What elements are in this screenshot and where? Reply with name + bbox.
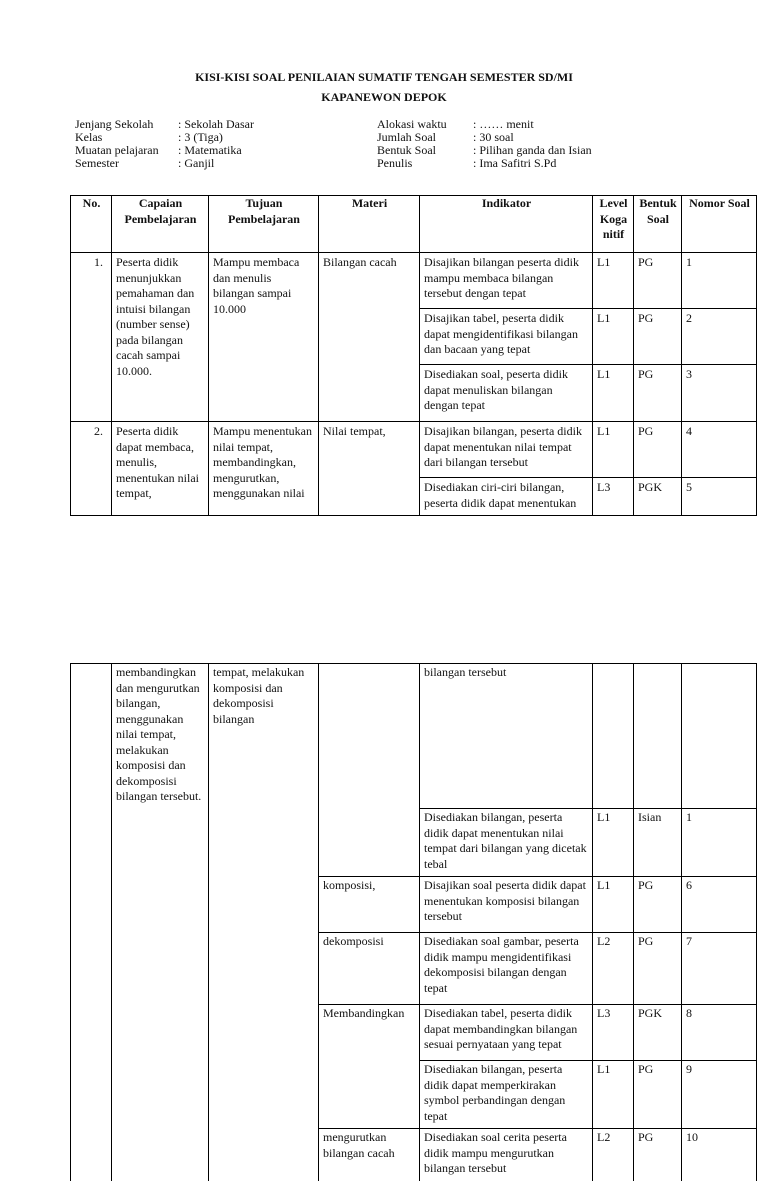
level-cell: L1	[593, 809, 634, 877]
meta-value: : 30 soal	[473, 130, 514, 144]
nomor-cell: 10	[682, 1129, 757, 1181]
meta-value: : 3 (Tiga)	[178, 130, 223, 144]
bentuk-cell: PG	[634, 309, 682, 365]
bentuk-cell: PGK	[634, 1005, 682, 1061]
level-cell: L1	[593, 877, 634, 933]
bentuk-cell: PG	[634, 253, 682, 309]
level-cell: L3	[593, 478, 634, 516]
nomor-cell: 8	[682, 1005, 757, 1061]
header-indikator: Indikator	[420, 196, 593, 253]
meta-value: : Pilihan ganda dan Isian	[473, 143, 592, 157]
table-header-row	[71, 196, 757, 253]
meta-row	[75, 157, 254, 170]
level-cell: L1	[593, 253, 634, 309]
bentuk-cell: PG	[634, 422, 682, 478]
materi-cell: Nilai tempat,	[319, 422, 420, 516]
indikator-cell: Disajikan bilangan peserta didik mampu membaca bilangan tersebut dengan tepat	[420, 253, 593, 309]
bentuk-cell: PG	[634, 365, 682, 422]
indikator-cell: Disajikan tabel, peserta didik dapat mengidentifikasi bilangan dan bacaan yang tepat	[420, 309, 593, 365]
nomor-cell: 1	[682, 809, 757, 877]
tujuan-cell	[209, 809, 319, 1181]
meta-label: Jumlah Soal	[377, 130, 436, 144]
header-bentuk: Bentuk Soal	[634, 196, 682, 253]
materi-cell: Membandingkan	[319, 1005, 420, 1129]
capaian-cell: membandingkan dan mengurutkan bilangan, menggunakan nilai tempat, melakukan komposisi dan dekomposisi bilangan tersebut.	[112, 664, 209, 809]
indikator-cell: Disediakan soal cerita peserta didik mampu mengurutkan bilangan tersebut	[420, 1129, 593, 1181]
row-number: 2.	[71, 422, 112, 516]
row-number	[71, 664, 112, 809]
materi-cell: Bilangan cacah	[319, 253, 420, 422]
bentuk-cell: Isian	[634, 809, 682, 877]
row-number: 1.	[71, 253, 112, 422]
capaian-cell: Peserta didik menunjukkan pemahaman dan intuisi bilangan (number sense) pada bilangan cacah sampai 10.000.	[112, 253, 209, 422]
indikator-cell: bilangan tersebut	[420, 664, 593, 809]
tujuan-cell: Mampu menentukan nilai tempat, membandingkan, mengurutkan, menggunakan nilai	[209, 422, 319, 516]
header-materi: Materi	[319, 196, 420, 253]
meta-label: Muatan pelajaran	[75, 143, 159, 157]
meta-value: : …… menit	[473, 117, 534, 131]
meta-label: Kelas	[75, 130, 103, 144]
meta-left-block	[75, 118, 254, 170]
tujuan-cell: tempat, melakukan komposisi dan dekomposisi bilangan	[209, 664, 319, 809]
meta-label: Penulis	[377, 156, 413, 170]
meta-label: Alokasi waktu	[377, 117, 447, 131]
indikator-cell: Disajikan soal peserta didik dapat menentukan komposisi bilangan tersebut	[420, 877, 593, 933]
document-subtitle: KAPANEWON DEPOK	[321, 90, 447, 104]
header-tujuan: Tujuan Pembelajaran	[209, 196, 319, 253]
bentuk-cell: PG	[634, 877, 682, 933]
nomor-cell: 6	[682, 877, 757, 933]
meta-label: Jenjang Sekolah	[75, 117, 154, 131]
level-cell: L1	[593, 309, 634, 365]
header-level: Level Koga nitif	[593, 196, 634, 253]
indikator-cell: Disediakan bilangan, peserta didik dapat memperkirakan symbol perbandingan dengan tepat	[420, 1061, 593, 1129]
nomor-cell: 1	[682, 253, 757, 309]
bentuk-cell: PG	[634, 1061, 682, 1129]
nomor-cell: 2	[682, 309, 757, 365]
level-cell: L1	[593, 422, 634, 478]
meta-value: : Sekolah Dasar	[178, 117, 254, 131]
meta-value: : Ganjil	[178, 156, 215, 170]
level-cell: L3	[593, 1005, 634, 1061]
meta-row	[377, 157, 592, 170]
level-cell	[593, 664, 634, 809]
table-row	[71, 422, 757, 478]
capaian-cell: Peserta didik dapat membaca, menulis, menentukan nilai tempat,	[112, 422, 209, 516]
table-row	[71, 253, 757, 309]
nomor-cell: 7	[682, 933, 757, 1005]
level-cell: L2	[593, 1129, 634, 1181]
level-cell: L1	[593, 1061, 634, 1129]
header-capaian: Capaian Pembelajaran	[112, 196, 209, 253]
materi-cell: dekomposisi	[319, 933, 420, 1005]
document-title: KISI-KISI SOAL PENILAIAN SUMATIF TENGAH SEMESTER SD/MI	[195, 70, 573, 84]
level-cell: L1	[593, 365, 634, 422]
row-number	[71, 809, 112, 1181]
table-row	[71, 664, 757, 809]
tujuan-cell: Mampu membaca dan menulis bilangan sampai 10.000	[209, 253, 319, 422]
header-no: No.	[71, 196, 112, 253]
nomor-cell: 3	[682, 365, 757, 422]
nomor-cell: 9	[682, 1061, 757, 1129]
materi-cell: komposisi,	[319, 877, 420, 933]
meta-value: : Ima Safitri S.Pd	[473, 156, 557, 170]
meta-label: Bentuk Soal	[377, 143, 436, 157]
indikator-cell: Disajikan bilangan, peserta didik dapat menentukan nilai tempat dari bilangan tersebut	[420, 422, 593, 478]
kisi-kisi-table-page-1	[70, 195, 757, 516]
indikator-cell: Disediakan ciri-ciri bilangan, peserta didik dapat menentukan	[420, 478, 593, 516]
header-nomor: Nomor Soal	[682, 196, 757, 253]
bentuk-cell	[634, 664, 682, 809]
level-cell: L2	[593, 933, 634, 1005]
nomor-cell	[682, 664, 757, 809]
bentuk-cell: PG	[634, 1129, 682, 1181]
nomor-cell: 4	[682, 422, 757, 478]
bentuk-cell: PGK	[634, 478, 682, 516]
indikator-cell: Disediakan soal, peserta didik dapat menuliskan bilangan dengan tepat	[420, 365, 593, 422]
kisi-kisi-table-page-2	[70, 663, 757, 1181]
materi-cell	[319, 664, 420, 877]
indikator-cell: Disediakan soal gambar, peserta didik mampu mengidentifikasi dekomposisi bilangan dengan tepat	[420, 933, 593, 1005]
capaian-cell	[112, 809, 209, 1181]
meta-right-block	[377, 118, 592, 170]
bentuk-cell: PG	[634, 933, 682, 1005]
meta-value: : Matematika	[178, 143, 242, 157]
indikator-cell: Disediakan tabel, peserta didik dapat membandingkan bilangan sesuai pernyataan yang tepat	[420, 1005, 593, 1061]
nomor-cell: 5	[682, 478, 757, 516]
meta-label: Semester	[75, 156, 119, 170]
indikator-cell: Disediakan bilangan, peserta didik dapat menentukan nilai tempat dari bilangan yang dicetak tebal	[420, 809, 593, 877]
materi-cell: mengurutkan bilangan cacah	[319, 1129, 420, 1181]
